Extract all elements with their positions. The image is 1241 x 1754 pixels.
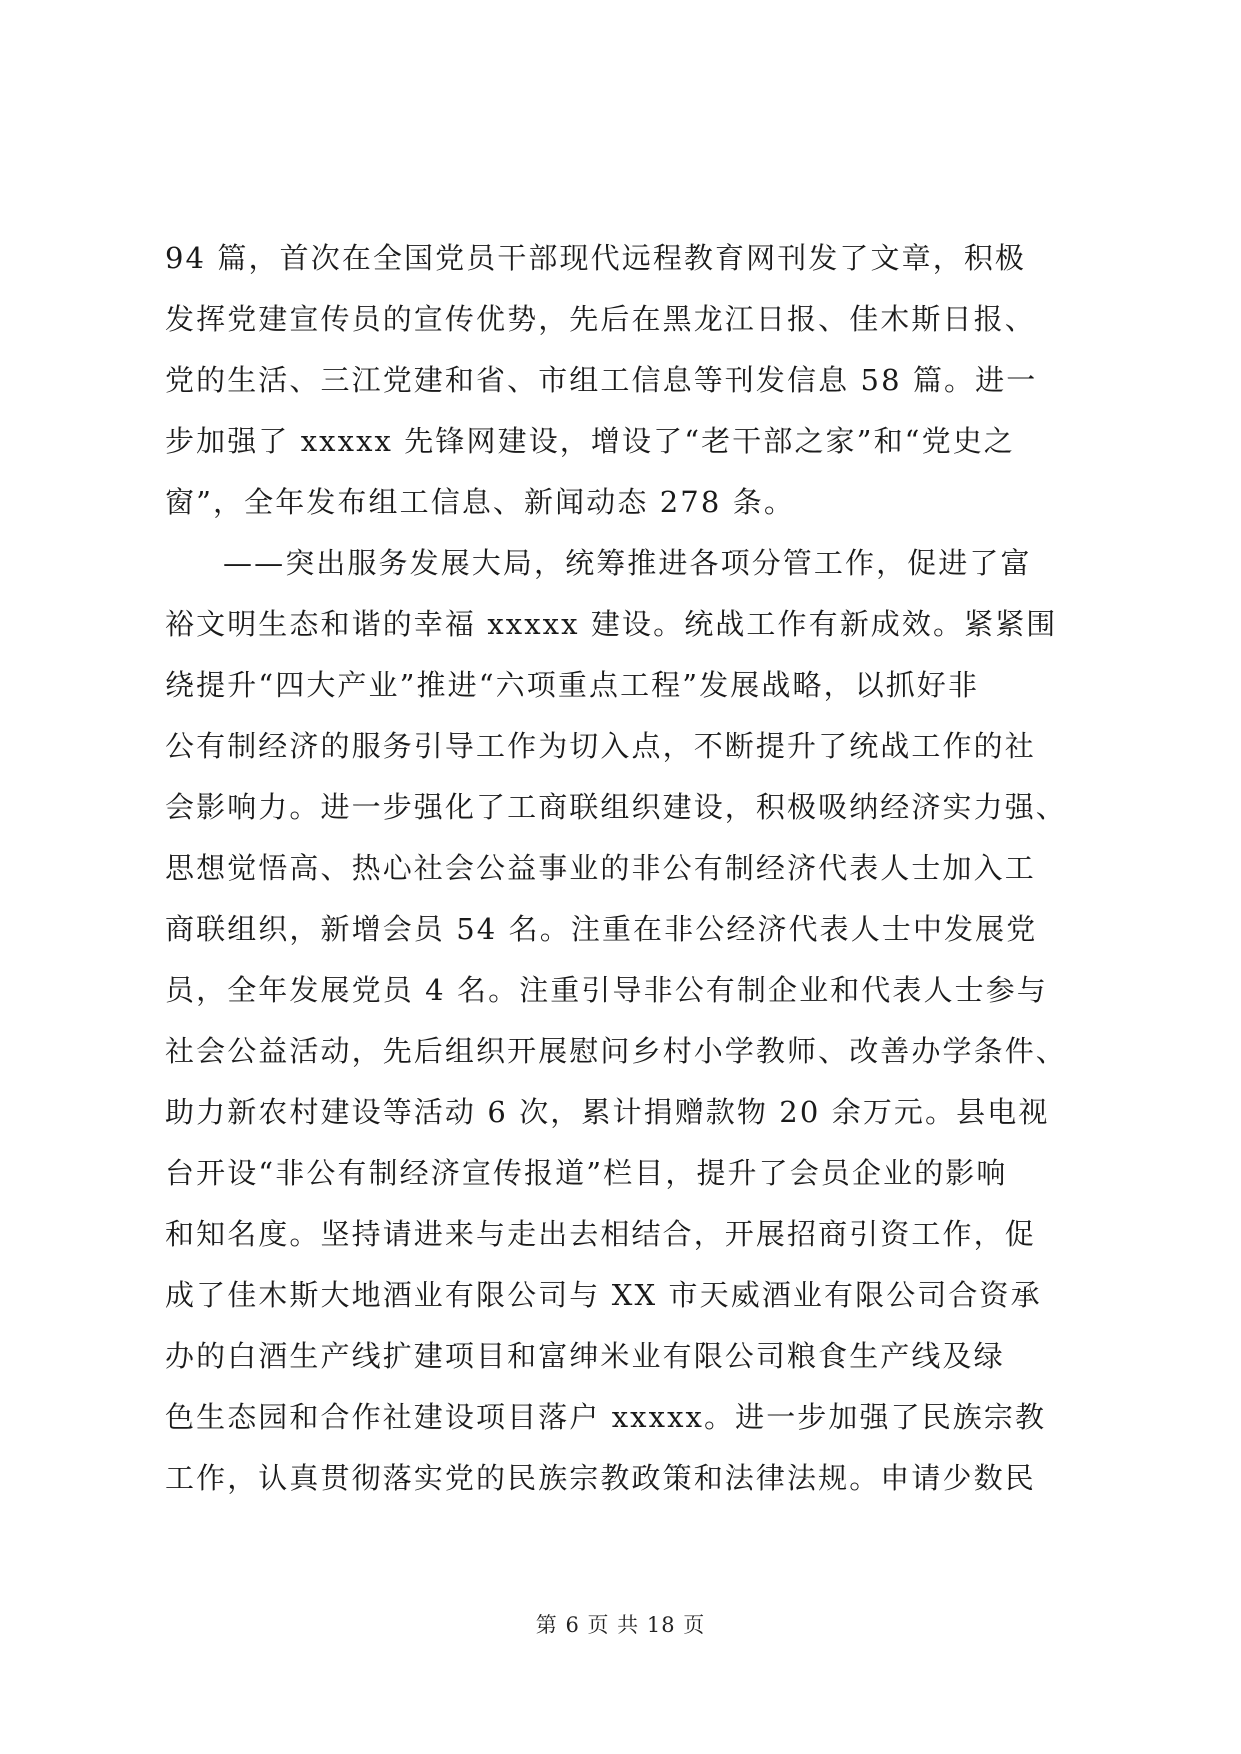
text-line: 公有制经济的服务引导工作为切入点，不断提升了统战工作的社 <box>165 729 1036 763</box>
text-line: 成了佳木斯大地酒业有限公司与 XX 市天威酒业有限公司合资承 <box>165 1278 1042 1312</box>
paragraph-start-line: ——突出服务发展大局，统筹推进各项分管工作，促进了富 <box>223 546 1032 580</box>
text-line: 思想觉悟高、热心社会公益事业的非公有制经济代表人士加入工 <box>165 851 1036 885</box>
text-line: 会影响力。进一步强化了工商联组织建设，积极吸纳经济实力强、 <box>165 790 1067 824</box>
text-line: 色生态园和合作社建设项目落户 xxxxx。进一步加强了民族宗教 <box>165 1400 1047 1434</box>
text-line: 台开设“非公有制经济宣传报道”栏目，提升了会员企业的影响 <box>165 1156 1008 1190</box>
text-line: 社会公益活动，先后组织开展慰问乡村小学教师、改善办学条件、 <box>165 1034 1067 1068</box>
text-line: 步加强了 xxxxx 先锋网建设，增设了“老干部之家”和“党史之 <box>165 424 1015 458</box>
text-line: 助力新农村建设等活动 6 次，累计捐赠款物 20 余万元。县电视 <box>165 1095 1050 1129</box>
text-line: 绕提升“四大产业”推进“六项重点工程”发展战略，以抓好非 <box>165 668 980 702</box>
text-line: 94 篇，首次在全国党员干部现代远程教育网刊发了文章，积极 <box>165 241 1027 275</box>
text-line: 办的白酒生产线扩建项目和富绅米业有限公司粮食生产线及绿 <box>165 1339 1005 1373</box>
text-line: 发挥党建宣传员的宣传优势，先后在黑龙江日报、佳木斯日报、 <box>165 302 1036 336</box>
text-line: 员，全年发展党员 4 名。注重引导非公有制企业和代表人士参与 <box>165 973 1048 1007</box>
text-line: 裕文明生态和谐的幸福 xxxxx 建设。统战工作有新成效。紧紧围 <box>165 607 1058 641</box>
page-number-footer: 第 6 页 共 18 页 <box>535 1613 706 1637</box>
text-line: 和知名度。坚持请进来与走出去相结合，开展招商引资工作，促 <box>165 1217 1036 1251</box>
body-text <box>165 228 1080 1509</box>
text-line: 党的生活、三江党建和省、市组工信息等刊发信息 58 篇。进一 <box>165 363 1038 397</box>
text-line: 商联组织，新增会员 54 名。注重在非公经济代表人士中发展党 <box>165 912 1038 946</box>
text-line: 窗”，全年发布组工信息、新闻动态 278 条。 <box>165 485 795 519</box>
text-line: 工作，认真贯彻落实党的民族宗教政策和法律法规。申请少数民 <box>165 1461 1036 1495</box>
